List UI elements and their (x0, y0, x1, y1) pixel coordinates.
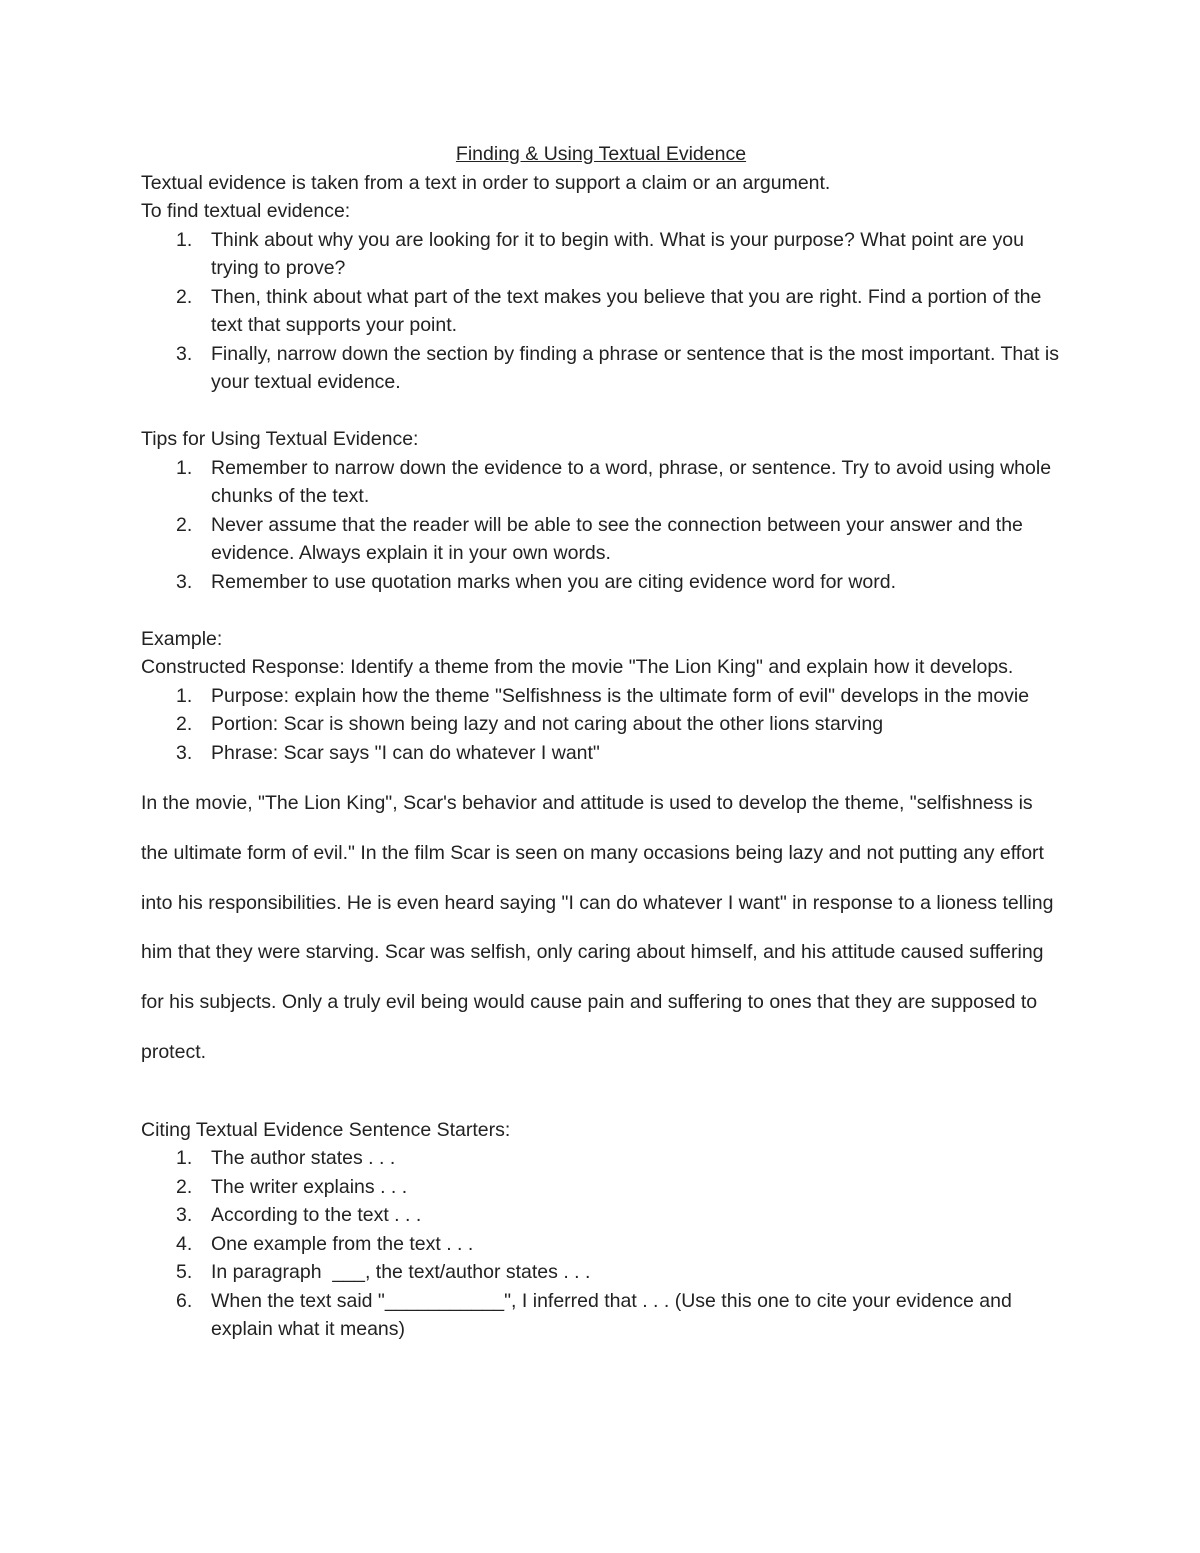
list-item: 2. The writer explains . . . (176, 1175, 408, 1198)
document-page (141, 140, 1061, 1344)
list-item: 3. Remember to use quotation marks when you are citing evidence word for word. (176, 570, 897, 593)
definition-text: Textual evidence is taken from a text in order to support a claim or an argument. (141, 171, 831, 194)
list-item: 1. The author states . . . (176, 1147, 396, 1170)
list-item: 3. According to the text . . . (176, 1204, 422, 1227)
tips-list (141, 454, 1061, 597)
list-item: 3. Phrase: Scar says "I can do whatever I want" (176, 741, 600, 764)
list-item: 4. One example from the text . . . (176, 1232, 474, 1255)
example-steps-list (141, 682, 1061, 768)
list-item: 1. Remember to narrow down the evidence to a word, phrase, or sentence. Try to avoid using whole chunks of the text. (176, 456, 1052, 507)
list-item: 3. Finally, narrow down the section by finding a phrase or sentence that is the most important. That is your textual evidence. (176, 342, 1059, 393)
starters-list (141, 1144, 1061, 1344)
tips-heading: Tips for Using Textual Evidence: (141, 428, 419, 450)
find-steps-list (141, 226, 1061, 397)
starters-heading: Citing Textual Evidence Sentence Starters: (141, 1118, 511, 1141)
example-response-paragraph: In the movie, "The Lion King", Scar's behavior and attitude is used to develop the theme, "selfishness is the ultimate form of evil." In the film Scar is seen on many occasions being lazy and not putting any effort into his responsibilities. He is even heard saying "I can do whatever I want" in response to a lioness telling him that they were starving. Scar was selfish, only caring about himself, and his attitude caused suffering for his subjects. Only a truly evil being would cause pain and suffering to ones that they are supposed to protect. (141, 792, 1054, 1063)
example-heading: Example: (141, 627, 223, 650)
document-title: Finding & Using Textual Evidence (455, 143, 747, 165)
list-item: 6. When the text said "___________", I inferred that . . . (Use this one to cite your evidence and explain what it means) (176, 1289, 1012, 1341)
find-heading: To find textual evidence: (141, 200, 351, 222)
list-item: 1. Purpose: explain how the theme "Selfishness is the ultimate form of evil" develops in the movie (176, 684, 1030, 707)
list-item: 2. Portion: Scar is shown being lazy and not caring about the other lions starving (176, 713, 884, 735)
list-item: 5. In paragraph ___, the text/author states . . . (176, 1261, 591, 1284)
list-item: 2. Then, think about what part of the text makes you believe that you are right. Find a portion of the text that supports your point. (176, 285, 1042, 336)
example-prompt: Constructed Response: Identify a theme from the movie "The Lion King" and explain how it develops. (141, 656, 1014, 678)
list-item: 1. Think about why you are looking for it to begin with. What is your purpose? What point are you trying to prove? (176, 228, 1024, 279)
list-item: 2. Never assume that the reader will be able to see the connection between your answer and the evidence. Always explain it in your own words. (176, 513, 1023, 564)
